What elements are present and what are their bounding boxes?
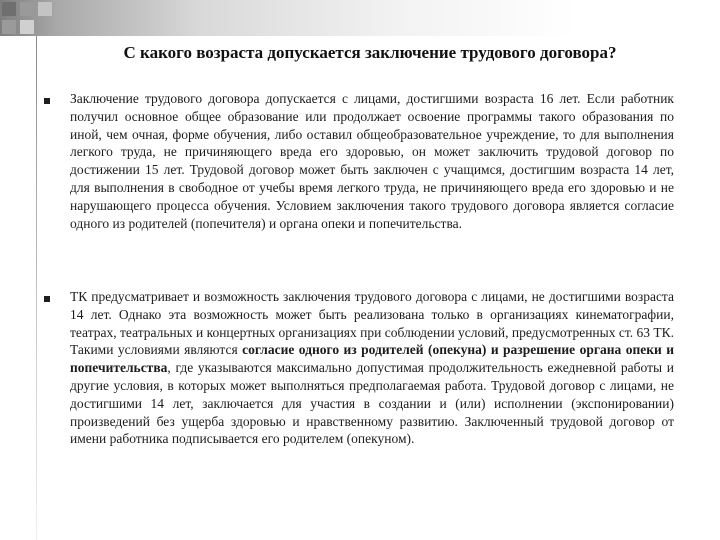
left-vertical-rule: [36, 36, 37, 540]
bullet-marker-icon: [44, 296, 50, 302]
paragraph-bold-text: согласие одного из родителей (опекуна) и разрешение органа опеки и попечительства: [70, 342, 674, 376]
paragraph-text: ТК предусматривает и возможность заключения трудового договора с лицами, не достигшими возраста 14 лет. Однако эта возможность может быть реализована только в организациях кинематографии, театрах, театральных и концертных организациях при соблюдении условий, предусмотренных ст. 63 ТК. Такими условиями являются: [70, 289, 674, 358]
bullet-paragraph-1: Заключение трудового договора допускается с лицами, достигшими возраста 16 лет. Если работник получил основное общее образование или продолжает освоение программы такого образования по иной, чем очная, форме обучения, либо оставил общеобразовательное учреждение, то для выполнения легкого труда, не причиняющего вреда его здоровью, он может заключить трудовой договор по достижении 15 лет. Трудовой договор может быть заключен с учащимся, достигшим возраста 14 лет, для выполнения в свободное от учебы время легкого труда, не причиняющего вреда его здоровью и не нарушающего процесса обучения. Условием заключения такого трудового договора является согласие одного из родителей (попечителя) и органа опеки и попечительства.: [70, 91, 674, 231]
bullet-marker-icon: [44, 98, 50, 104]
corner-square: [2, 20, 16, 34]
corner-square: [20, 20, 34, 34]
corner-square: [20, 2, 34, 16]
corner-square: [38, 2, 52, 16]
paragraph-text: , где указываются максимально допустимая продолжительность ежедневной работы и другие условия, в которых может выполняться предполагаемая работа. Трудовой договор с лицами, не достигшими 14 лет, заключается для участия в создании и (или) исполнении (экспонировании) произведений без ущерба здоровью и нравственному развитию. Заключенный трудовой договор от имени работника подписывается его родителем (опекуном).: [70, 360, 674, 447]
top-gradient-band: [0, 0, 720, 36]
bullet-paragraph-2: [70, 288, 674, 448]
slide-title: С какого возраста допускается заключение трудового договора?: [123, 43, 617, 62]
corner-square: [2, 2, 16, 16]
